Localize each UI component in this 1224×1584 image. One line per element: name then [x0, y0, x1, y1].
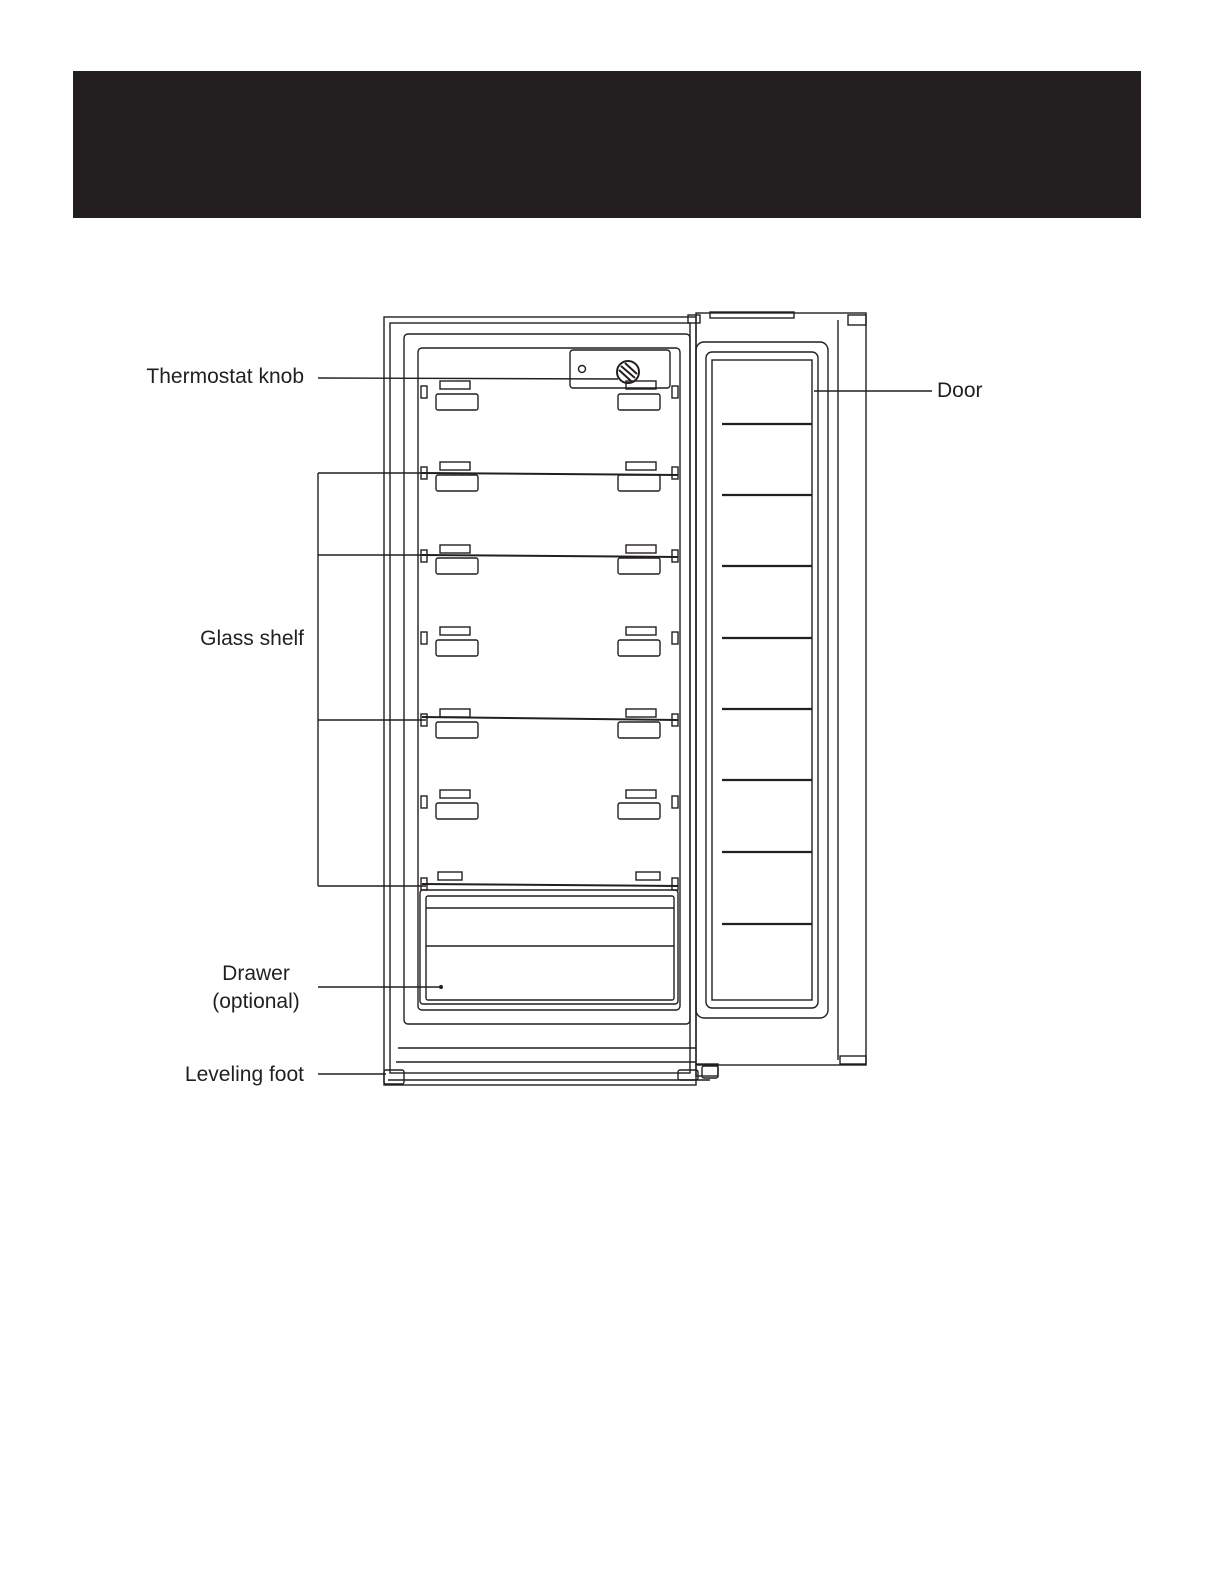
drawer-label [200, 960, 312, 1016]
thermostat-knob-label: Thermostat knob [146, 365, 304, 388]
leveling-foot-icon [384, 1066, 718, 1084]
drawer-label-line1: Drawer [222, 962, 290, 985]
glass-shelf-label: Glass shelf [200, 627, 304, 650]
glass-shelves [422, 473, 678, 886]
cabinet [384, 317, 710, 1085]
thermostat-knob-icon [570, 350, 670, 388]
drawer-label-line2: (optional) [212, 990, 300, 1013]
drawer [420, 890, 678, 1004]
callout-leaders [318, 378, 932, 1074]
door-bins [722, 424, 812, 924]
shelf-supports [421, 381, 678, 890]
door-label: Door [937, 379, 983, 402]
drawer-leader-dot [439, 985, 443, 989]
leveling-foot-label: Leveling foot [184, 1063, 304, 1086]
door [688, 312, 866, 1076]
